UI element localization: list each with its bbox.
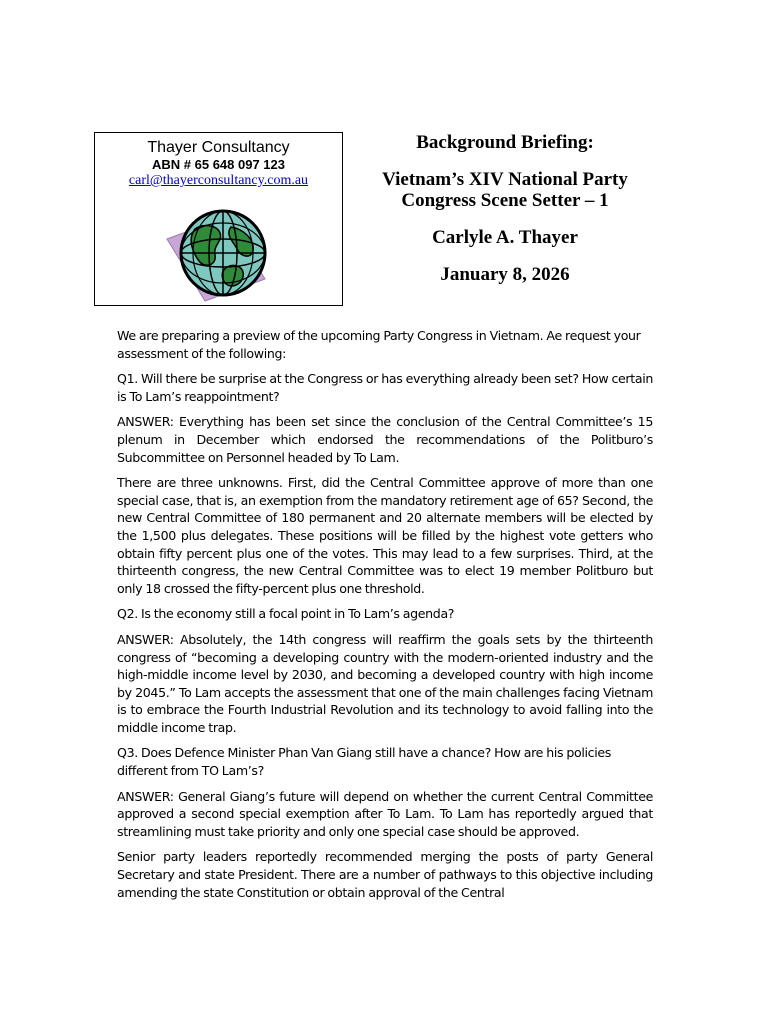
answer-1-continued: There are three unknowns. First, did the Central Committee approve of more than one special case, that is, an exemption from the mandatory retirement age of 65? Second, the new Central Committee of 180 permanent and 20 alternate members will be elected by the 1,500 plus delegates. These positions will be filled by the highest vote getters who obtain fifty percent plus one of the votes. This may lead to a few surprises. Third, at the thirteenth congress, the new Central Committee was to elect 19 member Politburo but only 18 crossed the fifty-percent plus one threshold.	[117, 475, 653, 596]
answer-2: ANSWER: Absolutely, the 14th congress will reaffirm the goals sets by the thirteenth congress of “becoming a developing country with the modern-oriented industry and the high-middle income level by 2030, and becoming a developed country with high income by 2045.” To Lam accepts the assessment that one of the main challenges facing Vietnam is to embrace the Fourth Industrial Revolution and its technology to avoid falling into the middle income trap.	[117, 631, 653, 735]
document-body	[117, 327, 653, 909]
globe-icon	[165, 209, 275, 304]
briefing-heading: Background Briefing:	[416, 132, 594, 153]
question-2: Q2. Is the economy still a focal point in To Lam’s agenda?	[117, 606, 455, 622]
briefing-date: January 8, 2026	[440, 264, 570, 285]
question-1: Q1. Will there be surprise at the Congress or has everything already been set? How certain is To Lam’s reappointment?	[117, 371, 653, 404]
company-email-link[interactable]: carl@thayerconsultancy.com.au	[128, 173, 309, 188]
letterhead-logo-box	[94, 132, 343, 306]
question-3: Q3. Does Defence Minister Phan Van Giang still have a chance? How are his policies different from TO Lam’s?	[117, 745, 611, 779]
briefing-title-line2: Congress Scene Setter – 1	[401, 190, 609, 211]
briefing-title-block	[355, 130, 655, 285]
answer-3: ANSWER: General Giang’s future will depend on whether the current Central Committee approved a second special exemption after To Lam. To Lam has reportedly argued that streamlining must take priority and only one special case should be approved.	[117, 788, 653, 839]
intro-paragraph: We are preparing a preview of the upcoming Party Congress in Vietnam. Ae request your assessment of the following:	[117, 328, 641, 361]
company-name: Thayer Consultancy	[147, 139, 290, 156]
briefing-title-line1: Vietnam’s XIV National Party	[382, 169, 628, 190]
author-name: Carlyle A. Thayer	[432, 227, 578, 248]
answer-1: ANSWER: Everything has been set since the conclusion of the Central Committee’s 15 plenum in December which endorsed the recommendations of the Politburo’s Subcommittee on Personnel headed by To Lam.	[117, 414, 653, 465]
answer-3-continued: Senior party leaders reportedly recommended merging the posts of party General Secretary and state President. There are a number of pathways to this objective including amending the state Constitution or obtain approval of the Central	[117, 849, 653, 900]
company-abn: ABN # 65 648 097 123	[152, 157, 285, 172]
